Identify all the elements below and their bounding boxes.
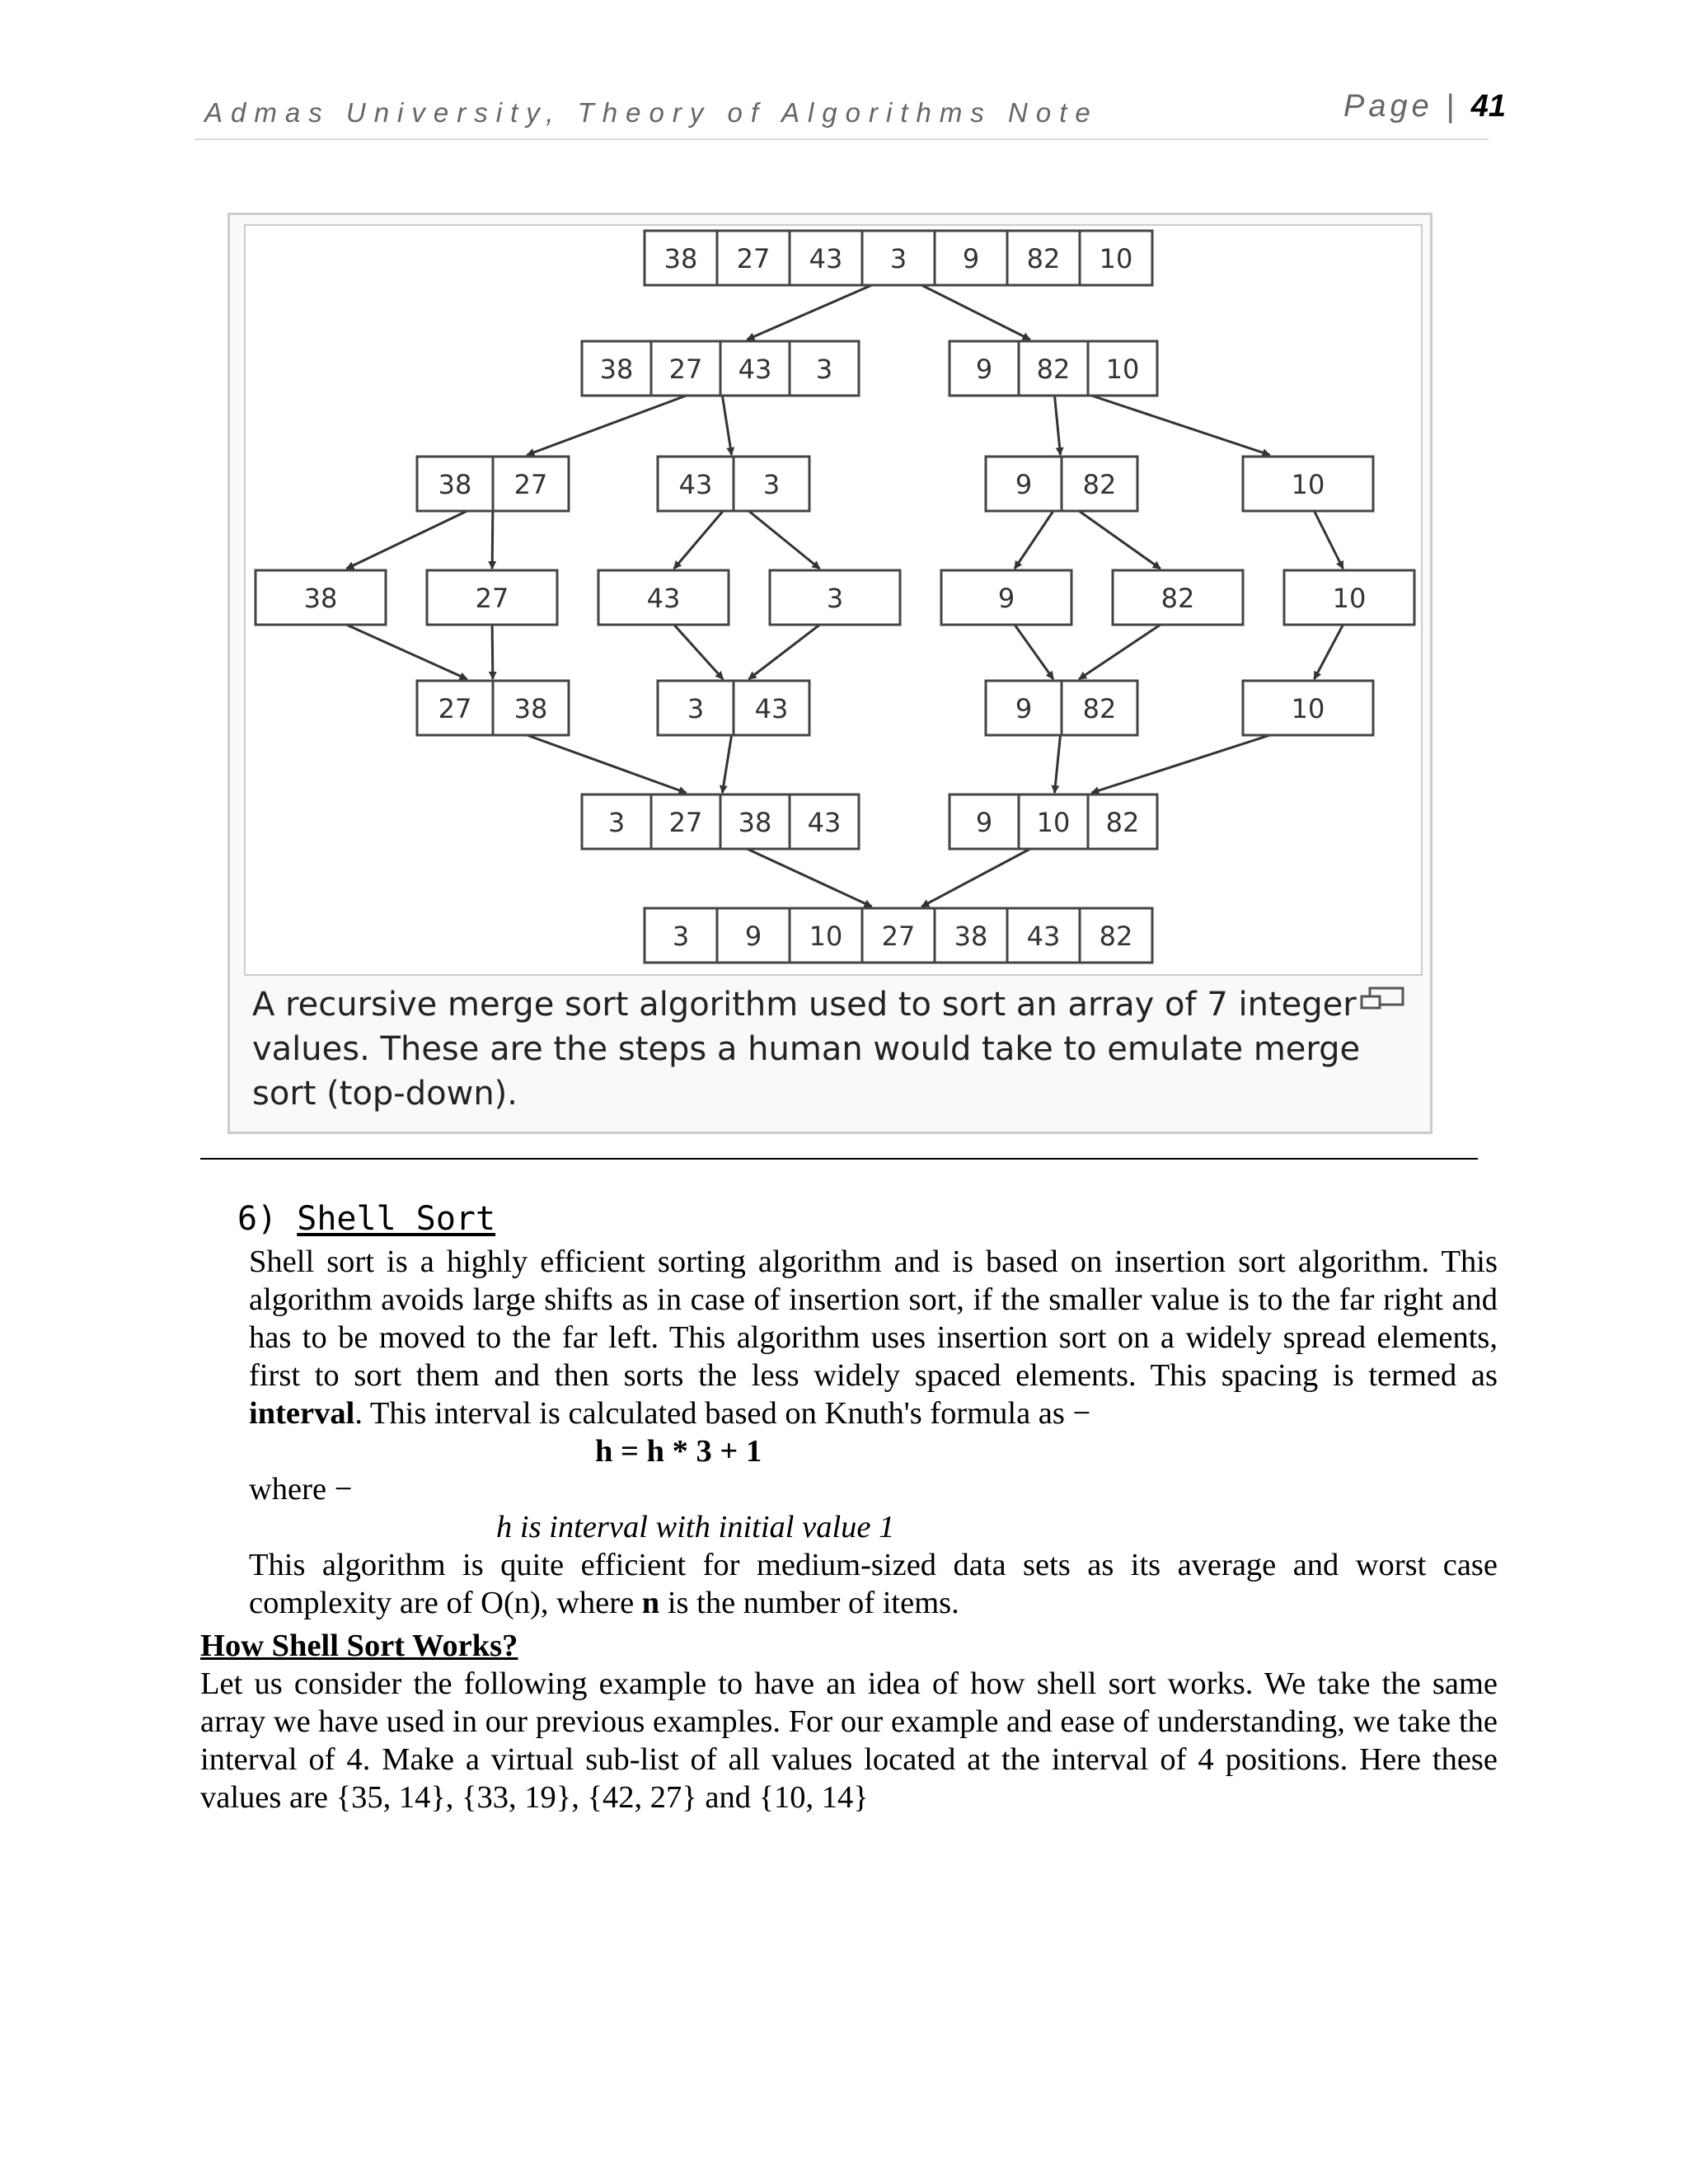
sorted-array bbox=[645, 908, 1152, 963]
running-header: Admas University, Theory of Algorithms Note bbox=[204, 97, 1099, 128]
cell-value: 38 bbox=[513, 693, 548, 724]
arrow-leaf-3-to-merge-3-43 bbox=[748, 625, 819, 679]
formula-note: h is interval with initial value 1 bbox=[496, 1510, 895, 1544]
split-10 bbox=[1243, 457, 1373, 511]
cell-value: 82 bbox=[1082, 693, 1117, 724]
cell-value: 27 bbox=[513, 469, 548, 500]
cell-value: 38 bbox=[738, 807, 772, 838]
cell-value: 43 bbox=[754, 693, 789, 724]
cell-value: 43 bbox=[809, 243, 843, 274]
arrow-level-1-array-to-split-right-3 bbox=[921, 285, 1030, 340]
cell-value: 10 bbox=[1036, 807, 1071, 838]
cell-value: 38 bbox=[303, 583, 338, 614]
cell-value: 9 bbox=[1015, 693, 1033, 724]
arrow-leaf-43-to-merge-3-43 bbox=[674, 625, 724, 679]
page-label: Page | bbox=[1343, 89, 1459, 124]
page-number bbox=[1343, 89, 1506, 124]
n-term: n bbox=[641, 1586, 660, 1620]
arrow-split-9-82-to-leaf-82 bbox=[1079, 511, 1160, 569]
cell-value: 3 bbox=[607, 807, 626, 838]
cell-value: 27 bbox=[668, 354, 703, 385]
arrow-leaf-82-to-merge-9-82 bbox=[1079, 625, 1160, 679]
cell-value: 43 bbox=[807, 807, 842, 838]
leaf-38 bbox=[256, 570, 386, 625]
arrow-split-right-3-to-split-10 bbox=[1091, 396, 1269, 455]
cell-value: 43 bbox=[738, 354, 772, 385]
cell-value: 27 bbox=[736, 243, 771, 274]
cell-value: 27 bbox=[668, 807, 703, 838]
section-heading bbox=[237, 1200, 495, 1238]
cell-value: 10 bbox=[1291, 469, 1325, 500]
arrow-split-right-3-to-split-9-82 bbox=[1055, 396, 1061, 455]
arrow-leaf-10-to-merge-10 bbox=[1315, 625, 1343, 679]
merge-10 bbox=[1243, 681, 1373, 735]
arrow-split-left-4-to-split-43-3 bbox=[722, 396, 731, 455]
arrow-merge-10-to-merge-right-3 bbox=[1091, 735, 1269, 793]
cell-value: 9 bbox=[1015, 469, 1033, 500]
cell-value: 38 bbox=[438, 469, 472, 500]
cell-value: 82 bbox=[1026, 243, 1061, 274]
arrow-leaf-38-to-merge-27-38 bbox=[346, 625, 467, 679]
cell-value: 27 bbox=[881, 921, 916, 952]
complexity-text-end: is the number of items. bbox=[659, 1586, 959, 1620]
arrow-merge-27-38-to-merge-left-4 bbox=[527, 735, 686, 793]
cell-value: 38 bbox=[599, 354, 634, 385]
how-it-works-heading: How Shell Sort Works? bbox=[200, 1629, 518, 1663]
cell-value: 9 bbox=[744, 921, 762, 952]
cell-value: 82 bbox=[1099, 921, 1133, 952]
cell-value: 38 bbox=[663, 243, 698, 274]
split-43-3 bbox=[658, 457, 809, 511]
page-number-value: 41 bbox=[1470, 89, 1507, 124]
cell-value: 10 bbox=[1291, 693, 1325, 724]
arrow-split-38-27-to-leaf-27 bbox=[492, 511, 493, 569]
cell-value: 9 bbox=[962, 243, 980, 274]
cell-value: 9 bbox=[997, 583, 1015, 614]
cell-value: 3 bbox=[815, 354, 833, 385]
section-number: 6) bbox=[237, 1200, 278, 1238]
arrow-leaf-9-to-merge-9-82 bbox=[1015, 625, 1053, 679]
cell-value: 82 bbox=[1105, 807, 1140, 838]
cell-value: 43 bbox=[646, 583, 681, 614]
header-rule bbox=[195, 138, 1489, 140]
cell-value: 82 bbox=[1082, 469, 1117, 500]
arrow-merge-left-4-to-sorted-array bbox=[747, 849, 871, 907]
cell-value: 10 bbox=[1099, 243, 1133, 274]
diagram-nodes bbox=[256, 231, 1414, 963]
leaf-43 bbox=[598, 570, 729, 625]
leaf-3 bbox=[770, 570, 900, 625]
cell-value: 3 bbox=[889, 243, 907, 274]
arrow-split-left-4-to-split-38-27 bbox=[527, 396, 686, 455]
cell-value: 3 bbox=[762, 469, 781, 500]
arrow-split-9-82-to-leaf-9 bbox=[1015, 511, 1053, 569]
arrow-level-1-array-to-split-left-4 bbox=[747, 285, 871, 340]
cell-value: 82 bbox=[1036, 354, 1071, 385]
arrow-merge-right-3-to-sorted-array bbox=[921, 849, 1030, 907]
cell-value: 3 bbox=[826, 583, 844, 614]
merge-3-43 bbox=[658, 681, 809, 735]
knuth-formula: h = h * 3 + 1 bbox=[595, 1434, 762, 1469]
cell-value: 27 bbox=[475, 583, 509, 614]
cell-value: 9 bbox=[975, 807, 993, 838]
merge-27-38 bbox=[417, 681, 569, 735]
interval-term: interval bbox=[249, 1396, 355, 1431]
cell-value: 10 bbox=[1332, 583, 1367, 614]
shell-sort-intro bbox=[249, 1243, 1498, 1432]
arrow-split-10-to-leaf-10 bbox=[1315, 511, 1343, 569]
cell-value: 10 bbox=[809, 921, 843, 952]
cell-value: 10 bbox=[1105, 354, 1140, 385]
example-paragraph: Let us consider the following example to have an idea of how shell sort works. We take the same array we have used in our previous examples. For our example and ease of understanding, we take the interval of 4. Make a virtual sub-list of all values located at the interval of 4 positions. Here these values are {35, 14}, {33, 19}, {42, 27} and {10, 14} bbox=[200, 1666, 1498, 1815]
section-divider bbox=[200, 1158, 1478, 1160]
arrow-split-43-3-to-leaf-43 bbox=[674, 511, 724, 569]
split-9-82 bbox=[986, 457, 1137, 511]
complexity-paragraph bbox=[249, 1546, 1498, 1622]
where-label: where − bbox=[249, 1472, 353, 1507]
cell-value: 27 bbox=[438, 693, 472, 724]
merge-9-82 bbox=[986, 681, 1137, 735]
intro-text: Shell sort is a highly efficient sorting algorithm and is based on insertion sort algorithm. This algorithm avoids large shifts as in case of insertion sort, if the smaller value is to the far right and has to be moved to the far left. This algorithm uses insertion sort on a widely spread elements, first to sort them and then sorts the less widely spaced elements. This spacing is termed as bbox=[249, 1244, 1498, 1393]
cell-value: 9 bbox=[975, 354, 993, 385]
section-title: Shell Sort bbox=[297, 1200, 496, 1238]
arrow-merge-3-43-to-merge-left-4 bbox=[722, 735, 731, 793]
merge-sort-diagram bbox=[244, 224, 1419, 972]
figure-caption: A recursive merge sort algorithm used to sort an array of 7 integer values. These are the steps a human would take to emulate merge sort (top-down). bbox=[252, 986, 1361, 1113]
cell-value: 43 bbox=[678, 469, 713, 500]
arrow-split-38-27-to-leaf-38 bbox=[346, 511, 467, 569]
merge-right-3 bbox=[950, 794, 1157, 849]
cell-value: 43 bbox=[1026, 921, 1061, 952]
cell-value: 3 bbox=[687, 693, 705, 724]
split-left-4 bbox=[582, 341, 859, 396]
leaf-27 bbox=[427, 570, 557, 625]
split-right-3 bbox=[950, 341, 1157, 396]
split-38-27 bbox=[417, 457, 569, 511]
arrow-split-43-3-to-leaf-3 bbox=[748, 511, 819, 569]
leaf-82 bbox=[1113, 570, 1243, 625]
arrow-merge-9-82-to-merge-right-3 bbox=[1055, 735, 1061, 793]
cell-value: 38 bbox=[954, 921, 988, 952]
arrow-leaf-27-to-merge-27-38 bbox=[492, 625, 493, 679]
cell-value: 82 bbox=[1160, 583, 1195, 614]
cell-value: 3 bbox=[672, 921, 690, 952]
enlarge-icon[interactable] bbox=[1358, 986, 1406, 1012]
leaf-9 bbox=[941, 570, 1071, 625]
level-1-array bbox=[645, 231, 1152, 285]
leaf-10 bbox=[1284, 570, 1414, 625]
merge-left-4 bbox=[582, 794, 859, 849]
intro-text-end: . This interval is calculated based on Knuth's formula as − bbox=[354, 1396, 1091, 1431]
complexity-text: This algorithm is quite efficient for medium-sized data sets as its average and worst case complexity are of O(n), where bbox=[249, 1548, 1498, 1620]
